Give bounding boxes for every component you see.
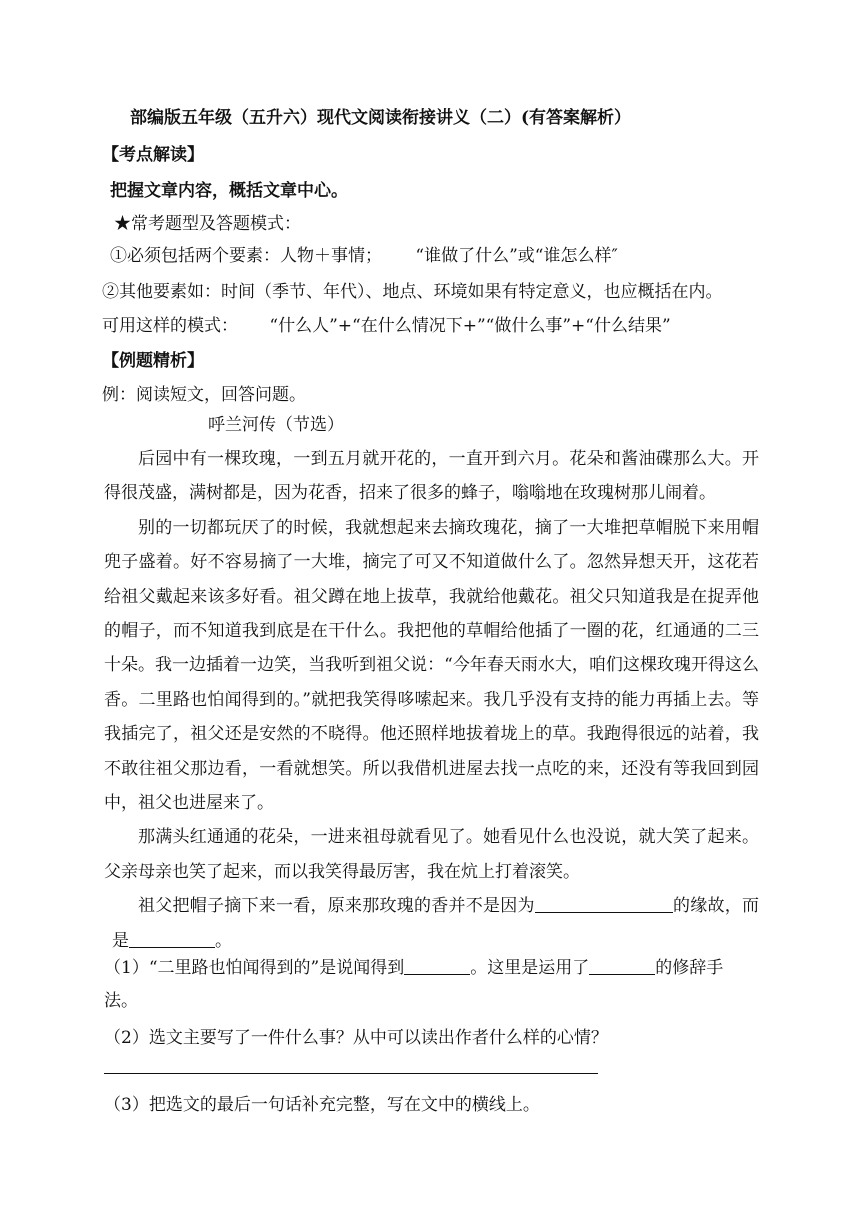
question-1-continued: 法。 [104,991,138,1011]
passage-title: 呼兰河传（节选） [208,415,344,435]
rule-1-part-a: ①必须包括两个要素：人物＋事情； [110,246,382,266]
question-2: （2）选文主要写了一件什么事？从中可以读出作者什么样的心情？ [104,1028,608,1048]
question-types-heading: ★常考题型及答题模式： [114,214,301,234]
pattern-formula: “什么人”+“在什么情况下+”“做什么事”+“什么结果” [269,316,671,336]
fill-blank-reason[interactable] [535,894,673,913]
q1-blank-2[interactable] [589,956,655,975]
key-point-text: 把握文章内容，概括文章中心。 [110,181,348,201]
q1-part-c: 的修辞手 [655,958,724,978]
pattern-line [102,315,671,337]
passage-last-paragraph [104,889,759,958]
passage-paragraph: 别的一切都玩厌了的时候，我就想起来去摘玫瑰花，摘了一大堆把草帽脱下来用帽兜子盛着。好不容易摘了一大堆，摘完了可又不知道做什么了。忽然异想天开，这花若给祖父戴起来该多好看。祖父蹲在地上拔草，我就给他戴花。祖父只知道我是在捉弄他的帽子，而不知道我到底是在干什么。我把他的草帽给他插了一圈的花，红通通的二三十朵。我一边插着一边笑，当我听到祖父说：“今年春天雨水大，咱们这棵玫瑰开得这么香。二里路也怕闻得到的。”就把我笑得哆嗦起来。我几乎没有支持的能力再插上去。等我插完了，祖父还是安然的不晓得。他还照样地拔着垅上的草。我跑得很远的站着，我不敢往祖父那边看，一看就想笑。所以我借机进屋去找一点吃的来，还没有等我回到园中，祖父也进屋来了。 [104,517,759,814]
document-title: 部编版五年级（五升六）现代文阅读衔接讲义（二）(有答案解析） [130,108,632,128]
last-para-part-b: 的缘故，而 [672,896,759,917]
rule-1 [110,245,618,267]
pattern-label: 可用这样的模式： [102,316,238,336]
section-heading-key-points: 【考点解读】 [102,145,204,165]
passage-paragraph: 后园中有一棵玫瑰，一到五月就开花的，一直开到六月。花朵和酱油碟那么大。开得很茂盛，满树都是，因为花香，招来了很多的蜂子，嗡嗡地在玫瑰树那儿闹着。 [104,449,759,504]
question-3: （3）把选文的最后一句话补充完整，写在文中的横线上。 [104,1095,540,1115]
last-para-part-c: 是 [112,930,129,951]
section-heading-examples: 【例题精析】 [102,351,204,371]
rule-1-part-b: “谁做了什么”或“谁怎么样″ [415,246,618,266]
q1-part-a: （1）“二里路也怕闻得到的”是说闻得到 [104,958,405,978]
question-1 [104,956,723,979]
last-para-part-a: 祖父把帽子摘下来一看，原来那玫瑰的香并不是因为 [138,896,535,917]
example-intro: 例：阅读短文，回答问题。 [102,385,306,405]
passage-paragraph: 那满头红通通的花朵，一进来祖母就看见了。她看见什么也没说，就大笑了起来。父亲母亲也笑了起来，而以我笑得最厉害，我在炕上打着滚笑。 [104,827,759,882]
last-para-part-d: 。 [215,930,232,951]
passage-body [104,442,759,958]
q1-blank-1[interactable] [404,956,470,975]
q1-part-b: 。这里是运用了 [470,958,590,978]
rule-2: ②其他要素如：时间（季节、年代）、地点、环境如果有特定意义，也应概括在内。 [102,282,723,302]
fill-blank-answer[interactable] [129,929,215,948]
answer-line[interactable] [104,1073,598,1074]
